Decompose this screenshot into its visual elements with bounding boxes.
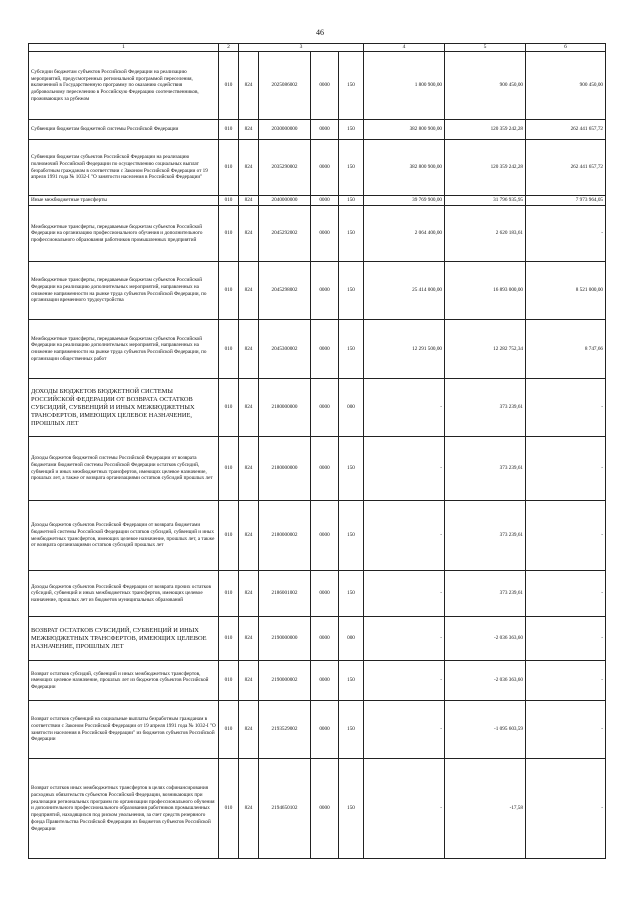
program-code-cell: 0000 [311,617,339,661]
row-name-cell: Возврат остатков субсидий, субвенций и иных межбюджетных трансфертов, имеющих целевое назначение, прошлых лет из бюджетов субъектов Российской Федерации [29,661,219,701]
remaining-amount-cell: - [526,437,606,501]
executed-amount-cell: 373 239,61 [445,437,526,501]
row-name-cell: Межбюджетные трансферты, передаваемые бюджетам субъектов Российской Федерации на реализацию дополнительных мероприятий, направленных на снижение напряженности на рынке труда субъектов Российской Федерации, по организации временного трудоустройства [29,262,219,320]
economic-code-cell: 150 [339,661,364,701]
row-name-cell: Межбюджетные трансферты, передаваемые бюджетам субъектов Российской Федерации на организацию профессионального обучения и дополнительного профессионального образования работников промышленных предприятий [29,206,219,262]
row-name-cell: Доходы бюджетов субъектов Российской Федерации от возврата бюджетами бюджетной системы Российской Федерации остатков субсидий, субвенций и иных межбюджетных трансфертов, имеющих целевое назначение, прошлых лет, а также от возврата организациями остатков субсидий прошлых лет [29,501,219,571]
header-cell-4: 4 [364,44,445,52]
table-row [29,140,606,196]
table-row [29,701,606,759]
header-cell-2: 2 [219,44,239,52]
economic-code-cell: 150 [339,196,364,206]
planned-amount-cell: - [364,617,445,661]
economic-code-cell: 150 [339,571,364,617]
admin-code-cell: 010 [219,140,239,196]
economic-code-cell: 150 [339,501,364,571]
admin-code-cell: 010 [219,196,239,206]
executed-amount-cell: 373 239,61 [445,571,526,617]
admin-code-cell: 010 [219,617,239,661]
economic-code-cell: 150 [339,437,364,501]
program-code-cell: 0000 [311,571,339,617]
row-name-cell: ВОЗВРАТ ОСТАТКОВ СУБСИДИЙ, СУБВЕНЦИЙ И ИНЫХ МЕЖБЮДЖЕТНЫХ ТРАНСФЕРТОВ, ИМЕЮЩИХ ЦЕЛЕВОЕ НАЗНАЧЕНИЕ, ПРОШЛЫХ ЛЕТ [29,617,219,661]
executed-amount-cell: -1 095 603,59 [445,701,526,759]
remaining-amount-cell: 8 747,66 [526,320,606,379]
table-row [29,379,606,437]
group-code-cell: 824 [239,437,259,501]
economic-code-cell: 150 [339,262,364,320]
group-code-cell: 824 [239,571,259,617]
program-code-cell: 0000 [311,320,339,379]
planned-amount-cell: - [364,437,445,501]
economic-code-cell: 000 [339,379,364,437]
admin-code-cell: 010 [219,379,239,437]
table-row [29,120,606,140]
planned-amount-cell: - [364,701,445,759]
page-number: 46 [316,28,324,37]
table-row [29,617,606,661]
kbk-code-cell: 2186001002 [259,571,311,617]
group-code-cell: 824 [239,196,259,206]
kbk-code-cell: 2180000000 [259,379,311,437]
kbk-code-cell: 2193529002 [259,701,311,759]
admin-code-cell: 010 [219,571,239,617]
executed-amount-cell: -2 036 363,60 [445,617,526,661]
group-code-cell: 824 [239,52,259,120]
remaining-amount-cell: - [526,759,606,859]
row-name-cell: ДОХОДЫ БЮДЖЕТОВ БЮДЖЕТНОЙ СИСТЕМЫ РОССИЙСКОЙ ФЕДЕРАЦИИ ОТ ВОЗВРАТА ОСТАТКОВ СУБСИДИЙ, СУБВЕНЦИЙ И ИНЫХ МЕЖБЮДЖЕТНЫХ ТРАНСФЕРТОВ, ИМЕЮЩИХ ЦЕЛЕВОЕ НАЗНАЧЕНИЕ, ПРОШЛЫХ ЛЕТ [29,379,219,437]
admin-code-cell: 010 [219,759,239,859]
table-body [29,52,606,859]
planned-amount-cell: 25 414 000,00 [364,262,445,320]
economic-code-cell: 150 [339,52,364,120]
group-code-cell: 824 [239,140,259,196]
kbk-code-cell: 2180000000 [259,437,311,501]
program-code-cell: 0000 [311,196,339,206]
remaining-amount-cell: 262 441 657,72 [526,140,606,196]
admin-code-cell: 010 [219,206,239,262]
group-code-cell: 824 [239,206,259,262]
group-code-cell: 824 [239,120,259,140]
economic-code-cell: 150 [339,140,364,196]
program-code-cell: 0000 [311,661,339,701]
group-code-cell: 824 [239,701,259,759]
kbk-code-cell: 2194650102 [259,759,311,859]
table-row [29,661,606,701]
executed-amount-cell: 16 893 000,00 [445,262,526,320]
planned-amount-cell: 1 800 900,00 [364,52,445,120]
planned-amount-cell: 12 291 500,00 [364,320,445,379]
group-code-cell: 824 [239,501,259,571]
table-row [29,571,606,617]
admin-code-cell: 010 [219,262,239,320]
planned-amount-cell: - [364,379,445,437]
program-code-cell: 0000 [311,52,339,120]
remaining-amount-cell: 8 521 000,00 [526,262,606,320]
header-row [29,44,606,52]
header-cell-1: 1 [29,44,219,52]
table-row [29,501,606,571]
program-code-cell: 0000 [311,262,339,320]
row-name-cell: Возврат остатков субвенций на социальные выплаты безработным гражданам в соответствии с Законом Российской Федерации от 19 апреля 1991 года № 1032-I "О занятости населения в Российской Федерации" из бюджетов субъектов Российской Федерации [29,701,219,759]
executed-amount-cell: 12 282 752,34 [445,320,526,379]
executed-amount-cell: 120 359 242,28 [445,120,526,140]
remaining-amount-cell: 7 973 964,05 [526,196,606,206]
executed-amount-cell: 31 796 935,95 [445,196,526,206]
row-name-cell: Возврат остатков иных межбюджетных трансфертов в целях софинансирования расходных обязательств субъектов Российской Федерации, возникающих при реализации региональных программ по организации профессионального обучения и дополнительного профессионального образования работников промышленных предприятий, находящихся под риском увольнения, за счет средств резервного фонда Правительства Российской Федерации из бюджетов субъектов Российской Федерации [29,759,219,859]
group-code-cell: 824 [239,617,259,661]
table-row [29,52,606,120]
row-name-cell: Межбюджетные трансферты, передаваемые бюджетам субъектов Российской Федерации на реализацию дополнительных мероприятий, направленных на снижение напряженности на рынке труда субъектов Российской Федерации, по организации общественных работ [29,320,219,379]
economic-code-cell: 150 [339,120,364,140]
row-name-cell: Иные межбюджетные трансферты [29,196,219,206]
row-name-cell: Субвенции бюджетам бюджетной системы Российской Федерации [29,120,219,140]
row-name-cell: Субсидии бюджетам субъектов Российской Федерации на реализацию мероприятий, предусмотренных региональной программой переселения, включенной в Государственную программу по оказанию содействия добровольному переселению в Российскую Федерацию соотечественников, проживающих за рубежом [29,52,219,120]
group-code-cell: 824 [239,379,259,437]
executed-amount-cell: 373 239,61 [445,501,526,571]
executed-amount-cell: 900 450,00 [445,52,526,120]
planned-amount-cell: 2 064 400,00 [364,206,445,262]
executed-amount-cell: 2 620 183,61 [445,206,526,262]
economic-code-cell: 150 [339,701,364,759]
kbk-code-cell: 2190000000 [259,617,311,661]
remaining-amount-cell: 900 450,00 [526,52,606,120]
remaining-amount-cell: - [526,661,606,701]
admin-code-cell: 010 [219,437,239,501]
kbk-code-cell: 2040000000 [259,196,311,206]
economic-code-cell: 000 [339,617,364,661]
planned-amount-cell: - [364,661,445,701]
remaining-amount-cell: - [526,701,606,759]
remaining-amount-cell: - [526,501,606,571]
planned-amount-cell: 382 800 900,00 [364,120,445,140]
header-cell-6: 6 [526,44,606,52]
program-code-cell: 0000 [311,140,339,196]
planned-amount-cell: 39 769 900,00 [364,196,445,206]
admin-code-cell: 010 [219,661,239,701]
executed-amount-cell: -2 036 363,60 [445,661,526,701]
admin-code-cell: 010 [219,120,239,140]
admin-code-cell: 010 [219,320,239,379]
kbk-code-cell: 2045298002 [259,262,311,320]
remaining-amount-cell: - [526,206,606,262]
admin-code-cell: 010 [219,701,239,759]
kbk-code-cell: 2025086002 [259,52,311,120]
table-row [29,320,606,379]
revenue-table [28,43,606,859]
table-row [29,196,606,206]
table-row [29,437,606,501]
planned-amount-cell: - [364,501,445,571]
group-code-cell: 824 [239,661,259,701]
program-code-cell: 0000 [311,701,339,759]
kbk-code-cell: 2190000002 [259,661,311,701]
planned-amount-cell: - [364,759,445,859]
remaining-amount-cell: 262 441 657,72 [526,120,606,140]
kbk-code-cell: 2045292002 [259,206,311,262]
header-cell-3: 3 [239,44,364,52]
economic-code-cell: 150 [339,759,364,859]
kbk-code-cell: 2035290002 [259,140,311,196]
program-code-cell: 0000 [311,501,339,571]
admin-code-cell: 010 [219,501,239,571]
admin-code-cell: 010 [219,52,239,120]
program-code-cell: 0000 [311,759,339,859]
program-code-cell: 0000 [311,206,339,262]
table-row [29,759,606,859]
executed-amount-cell: -17,58 [445,759,526,859]
kbk-code-cell: 2045300002 [259,320,311,379]
program-code-cell: 0000 [311,437,339,501]
remaining-amount-cell: - [526,571,606,617]
table-row [29,262,606,320]
economic-code-cell: 150 [339,320,364,379]
row-name-cell: Субвенции бюджетам субъектов Российской Федерации на реализацию полномочий Российской Федерации по осуществлению социальных выплат безработным гражданам в соответствии с Законом Российской Федерации от 19 апреля 1991 года № 1032-I "О занятости населения в Российской Федерации" [29,140,219,196]
row-name-cell: Доходы бюджетов субъектов Российской Федерации от возврата прочих остатков субсидий, субвенций и иных межбюджетных трансфертов, имеющих целевое назначение, прошлых лет из бюджетов муниципальных образований [29,571,219,617]
group-code-cell: 824 [239,759,259,859]
executed-amount-cell: 120 359 242,28 [445,140,526,196]
remaining-amount-cell: - [526,617,606,661]
table-row [29,206,606,262]
planned-amount-cell: 382 800 900,00 [364,140,445,196]
group-code-cell: 824 [239,262,259,320]
program-code-cell: 0000 [311,379,339,437]
kbk-code-cell: 2180000002 [259,501,311,571]
group-code-cell: 824 [239,320,259,379]
header-cell-5: 5 [445,44,526,52]
remaining-amount-cell: - [526,379,606,437]
economic-code-cell: 150 [339,206,364,262]
executed-amount-cell: 373 239,61 [445,379,526,437]
kbk-code-cell: 2030000000 [259,120,311,140]
row-name-cell: Доходы бюджетов бюджетной системы Российской Федерации от возврата бюджетами бюджетной системы Российской Федерации остатков субсидий, субвенций и иных межбюджетных трансфертов, имеющих целевое назначение, прошлых лет, а также от возврата организациями остатков субсидий прошлых лет [29,437,219,501]
program-code-cell: 0000 [311,120,339,140]
planned-amount-cell: - [364,571,445,617]
